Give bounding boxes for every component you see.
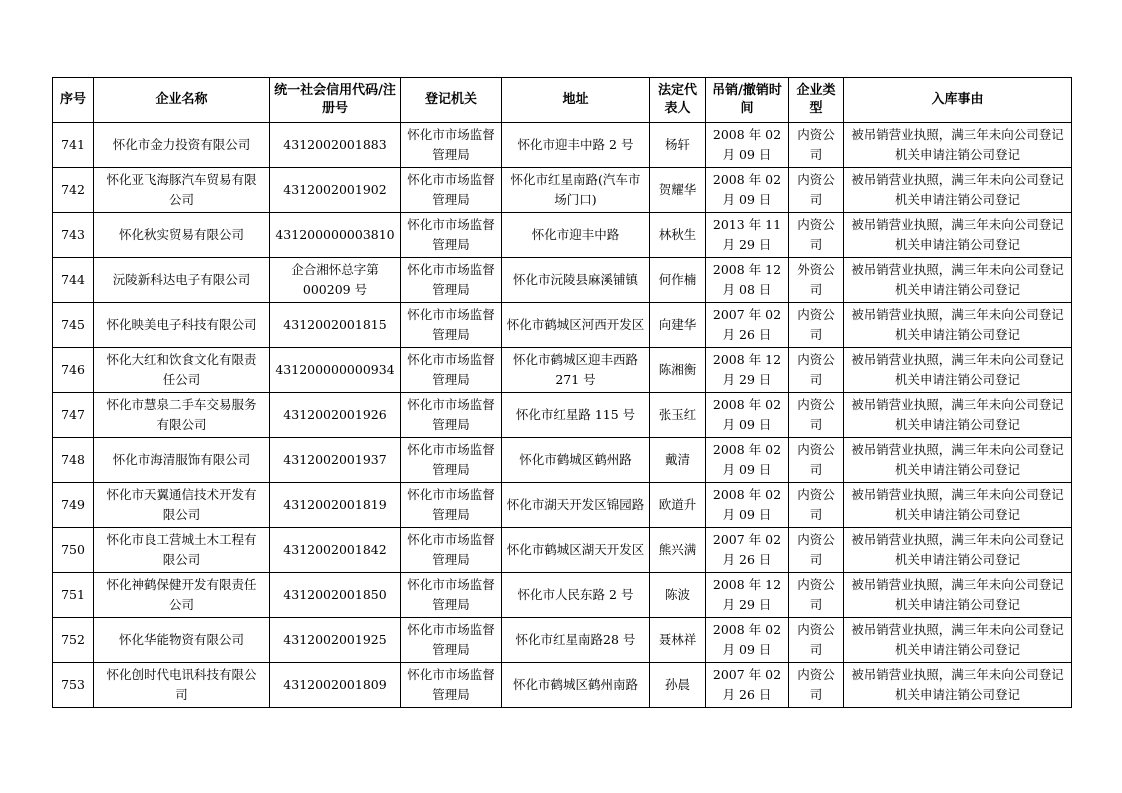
cell-registration-authority: 怀化市市场监督管理局: [401, 213, 502, 258]
cell-address: 怀化市鹤城区湖天开发区: [502, 528, 650, 573]
cell-company-type: 内资公司: [789, 168, 844, 213]
cell-address: 怀化市湖天开发区锦园路: [502, 483, 650, 528]
cell-legal-representative: 戴清: [650, 438, 706, 483]
cell-company-type: 内资公司: [789, 123, 844, 168]
cell-registration-authority: 怀化市市场监督管理局: [401, 663, 502, 708]
cell-reason: 被吊销营业执照，满三年未向公司登记机关申请注销公司登记: [844, 528, 1072, 573]
cell-address: 怀化市人民东路 2 号: [502, 573, 650, 618]
cell-company-type: 内资公司: [789, 528, 844, 573]
cell-company-type: 内资公司: [789, 213, 844, 258]
cell-revocation-date: 2008 年 02 月 09 日: [706, 123, 789, 168]
cell-credit-code: 4312002001819: [270, 483, 401, 528]
cell-company-type: 内资公司: [789, 618, 844, 663]
col-header-reason: 入库事由: [844, 78, 1072, 123]
cell-reason: 被吊销营业执照，满三年未向公司登记机关申请注销公司登记: [844, 258, 1072, 303]
cell-registration-authority: 怀化市市场监督管理局: [401, 438, 502, 483]
cell-index: 745: [53, 303, 94, 348]
cell-company-type: 内资公司: [789, 483, 844, 528]
table-row: [53, 438, 1072, 483]
cell-company-name: 怀化映美电子科技有限公司: [94, 303, 270, 348]
cell-index: 748: [53, 438, 94, 483]
cell-revocation-date: 2008 年 12 月 29 日: [706, 348, 789, 393]
cell-revocation-date: 2008 年 02 月 09 日: [706, 393, 789, 438]
cell-reason: 被吊销营业执照，满三年未向公司登记机关申请注销公司登记: [844, 663, 1072, 708]
cell-registration-authority: 怀化市市场监督管理局: [401, 168, 502, 213]
cell-registration-authority: 怀化市市场监督管理局: [401, 123, 502, 168]
cell-address: 怀化市红星路 115 号: [502, 393, 650, 438]
cell-reason: 被吊销营业执照，满三年未向公司登记机关申请注销公司登记: [844, 348, 1072, 393]
cell-legal-representative: 陈波: [650, 573, 706, 618]
table-row: [53, 168, 1072, 213]
cell-company-name: 怀化神鹤保健开发有限责任公司: [94, 573, 270, 618]
cell-registration-authority: 怀化市市场监督管理局: [401, 258, 502, 303]
cell-legal-representative: 欧道升: [650, 483, 706, 528]
cell-index: 750: [53, 528, 94, 573]
cell-registration-authority: 怀化市市场监督管理局: [401, 528, 502, 573]
table-row: [53, 663, 1072, 708]
cell-revocation-date: 2008 年 02 月 09 日: [706, 483, 789, 528]
cell-credit-code: 4312002001815: [270, 303, 401, 348]
col-header-company-name: 企业名称: [94, 78, 270, 123]
table-row: [53, 123, 1072, 168]
col-header-legal-representative: 法定代表人: [650, 78, 706, 123]
cell-address: 怀化市红星南路28 号: [502, 618, 650, 663]
cell-company-name: 怀化市良工营城土木工程有限公司: [94, 528, 270, 573]
cell-legal-representative: 聂林祥: [650, 618, 706, 663]
cell-legal-representative: 孙晨: [650, 663, 706, 708]
cell-company-name: 怀化市慧泉二手车交易服务有限公司: [94, 393, 270, 438]
cell-company-type: 内资公司: [789, 663, 844, 708]
cell-index: 741: [53, 123, 94, 168]
cell-revocation-date: 2008 年 02 月 09 日: [706, 438, 789, 483]
cell-address: 怀化市鹤城区河西开发区: [502, 303, 650, 348]
cell-index: 747: [53, 393, 94, 438]
cell-legal-representative: 张玉红: [650, 393, 706, 438]
cell-legal-representative: 何作楠: [650, 258, 706, 303]
cell-legal-representative: 陈湘衡: [650, 348, 706, 393]
cell-reason: 被吊销营业执照，满三年未向公司登记机关申请注销公司登记: [844, 573, 1072, 618]
cell-company-name: 怀化大红和饮食文化有限责任公司: [94, 348, 270, 393]
table-row: [53, 213, 1072, 258]
table-row: [53, 573, 1072, 618]
cell-address: 怀化市红星南路(汽车市场门口): [502, 168, 650, 213]
cell-revocation-date: 2007 年 02 月 26 日: [706, 303, 789, 348]
cell-address: 怀化市迎丰中路 2 号: [502, 123, 650, 168]
cell-company-type: 内资公司: [789, 348, 844, 393]
cell-reason: 被吊销营业执照，满三年未向公司登记机关申请注销公司登记: [844, 303, 1072, 348]
cell-revocation-date: 2008 年 02 月 09 日: [706, 168, 789, 213]
cell-company-name: 沅陵新科达电子有限公司: [94, 258, 270, 303]
table-row: [53, 483, 1072, 528]
cell-registration-authority: 怀化市市场监督管理局: [401, 393, 502, 438]
cell-credit-code: 4312002001883: [270, 123, 401, 168]
table-row: [53, 618, 1072, 663]
cell-revocation-date: 2008 年 02 月 09 日: [706, 618, 789, 663]
cell-address: 怀化市鹤城区鹤州路: [502, 438, 650, 483]
header-row: [53, 78, 1072, 123]
cell-company-name: 怀化市天翼通信技术开发有限公司: [94, 483, 270, 528]
cell-index: 749: [53, 483, 94, 528]
table-row: [53, 393, 1072, 438]
cell-credit-code: 4312002001926: [270, 393, 401, 438]
cell-reason: 被吊销营业执照，满三年未向公司登记机关申请注销公司登记: [844, 168, 1072, 213]
cell-index: 742: [53, 168, 94, 213]
cell-legal-representative: 林秋生: [650, 213, 706, 258]
cell-registration-authority: 怀化市市场监督管理局: [401, 618, 502, 663]
cell-reason: 被吊销营业执照，满三年未向公司登记机关申请注销公司登记: [844, 483, 1072, 528]
cell-credit-code: 企合湘怀总字第000209 号: [270, 258, 401, 303]
col-header-credit-code: 统一社会信用代码/注册号: [270, 78, 401, 123]
cell-index: 752: [53, 618, 94, 663]
cell-address: 怀化市鹤城区鹤州南路: [502, 663, 650, 708]
cell-address: 怀化市沅陵县麻溪铺镇: [502, 258, 650, 303]
cell-credit-code: 431200000000934: [270, 348, 401, 393]
cell-index: 744: [53, 258, 94, 303]
cell-revocation-date: 2008 年 12 月 29 日: [706, 573, 789, 618]
cell-index: 753: [53, 663, 94, 708]
cell-registration-authority: 怀化市市场监督管理局: [401, 348, 502, 393]
cell-reason: 被吊销营业执照，满三年未向公司登记机关申请注销公司登记: [844, 438, 1072, 483]
cell-revocation-date: 2008 年 12 月 08 日: [706, 258, 789, 303]
cell-address: 怀化市迎丰中路: [502, 213, 650, 258]
cell-legal-representative: 贺耀华: [650, 168, 706, 213]
cell-company-name: 怀化市海清服饰有限公司: [94, 438, 270, 483]
cell-address: 怀化市鹤城区迎丰西路 271 号: [502, 348, 650, 393]
col-header-index: 序号: [53, 78, 94, 123]
cell-reason: 被吊销营业执照，满三年未向公司登记机关申请注销公司登记: [844, 618, 1072, 663]
cell-reason: 被吊销营业执照，满三年未向公司登记机关申请注销公司登记: [844, 213, 1072, 258]
cell-legal-representative: 杨轩: [650, 123, 706, 168]
cell-company-type: 内资公司: [789, 303, 844, 348]
cell-reason: 被吊销营业执照，满三年未向公司登记机关申请注销公司登记: [844, 393, 1072, 438]
cell-company-type: 外资公司: [789, 258, 844, 303]
cell-legal-representative: 熊兴满: [650, 528, 706, 573]
cell-company-name: 怀化亚飞海豚汽车贸易有限公司: [94, 168, 270, 213]
cell-index: 743: [53, 213, 94, 258]
cell-company-type: 内资公司: [789, 438, 844, 483]
cell-company-type: 内资公司: [789, 573, 844, 618]
cell-revocation-date: 2007 年 02 月 26 日: [706, 663, 789, 708]
cell-company-name: 怀化市金力投资有限公司: [94, 123, 270, 168]
cell-company-name: 怀化华能物资有限公司: [94, 618, 270, 663]
cell-company-name: 怀化秋实贸易有限公司: [94, 213, 270, 258]
col-header-address: 地址: [502, 78, 650, 123]
cell-legal-representative: 向建华: [650, 303, 706, 348]
col-header-company-type: 企业类型: [789, 78, 844, 123]
table-row: [53, 258, 1072, 303]
cell-company-name: 怀化创时代电讯科技有限公司: [94, 663, 270, 708]
table-row: [53, 303, 1072, 348]
table-row: [53, 348, 1072, 393]
cell-credit-code: 4312002001809: [270, 663, 401, 708]
cell-credit-code: 4312002001925: [270, 618, 401, 663]
cell-credit-code: 4312002001902: [270, 168, 401, 213]
cell-index: 746: [53, 348, 94, 393]
col-header-registration-authority: 登记机关: [401, 78, 502, 123]
col-header-revocation-date: 吊销/撤销时间: [706, 78, 789, 123]
cell-revocation-date: 2007 年 02 月 26 日: [706, 528, 789, 573]
cell-credit-code: 4312002001937: [270, 438, 401, 483]
cell-registration-authority: 怀化市市场监督管理局: [401, 573, 502, 618]
cell-credit-code: 431200000003810: [270, 213, 401, 258]
cell-registration-authority: 怀化市市场监督管理局: [401, 303, 502, 348]
cell-index: 751: [53, 573, 94, 618]
cell-reason: 被吊销营业执照，满三年未向公司登记机关申请注销公司登记: [844, 123, 1072, 168]
registry-table: [52, 77, 1072, 708]
cell-revocation-date: 2013 年 11 月 29 日: [706, 213, 789, 258]
cell-credit-code: 4312002001842: [270, 528, 401, 573]
cell-registration-authority: 怀化市市场监督管理局: [401, 483, 502, 528]
cell-company-type: 内资公司: [789, 393, 844, 438]
table-row: [53, 528, 1072, 573]
cell-credit-code: 4312002001850: [270, 573, 401, 618]
